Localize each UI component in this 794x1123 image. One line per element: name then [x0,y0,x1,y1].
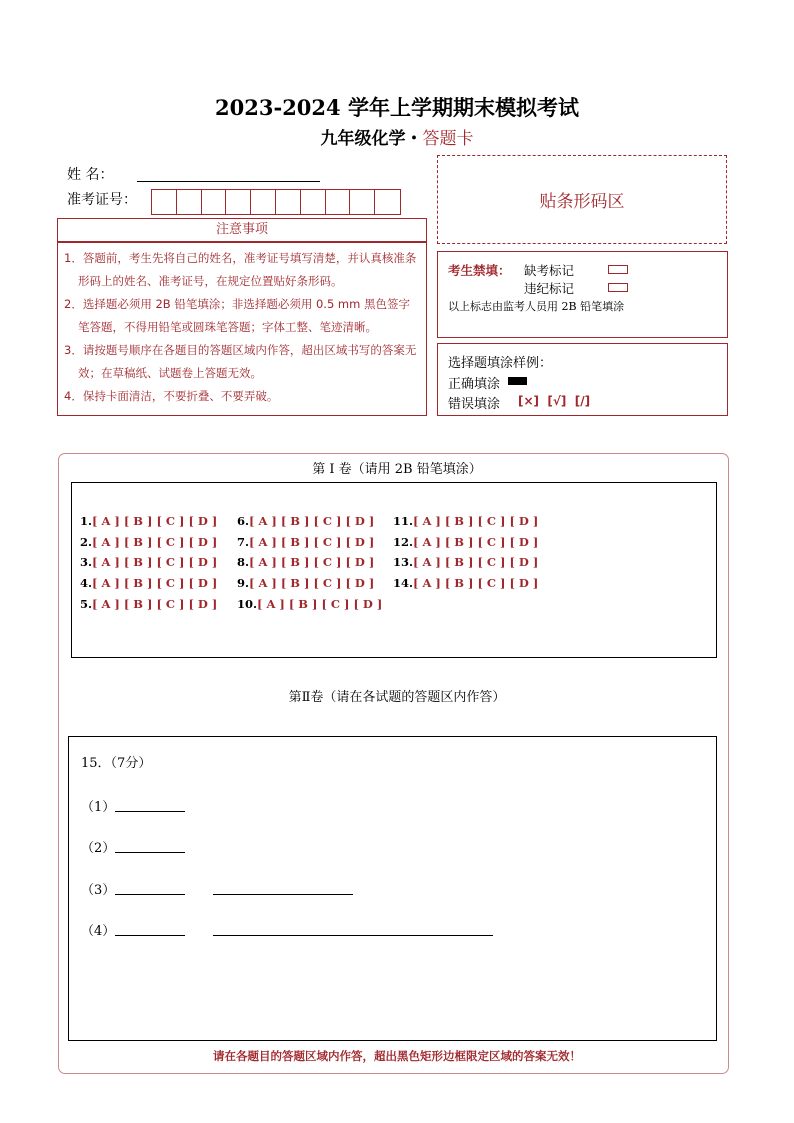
mc-options[interactable]: [ A ] [ B ] [ C ] [ D ] [413,576,539,590]
mc-question-1[interactable] [80,514,217,528]
q15-part-4-blank-b[interactable] [213,934,493,936]
mc-question-number: 5. [80,597,93,611]
q15-part-3-blank-b[interactable] [213,893,353,895]
mc-question-number: 10. [237,597,258,611]
exam-title: 2023-2024 学年上学期期末模拟考试 [215,95,579,120]
notice-heading: 注意事项 [57,218,427,242]
id-digit-box[interactable] [350,190,375,214]
mc-options[interactable]: [ A ] [ B ] [ C ] [ D ] [413,514,539,528]
barcode-label: 贴条形码区 [539,192,625,212]
wrong-label: 错误填涂 [448,397,501,412]
id-digit-box[interactable] [226,190,251,214]
section2-title: 第Ⅱ卷（请在各试题的答题区内作答） [288,690,506,705]
mc-options[interactable]: [ A ] [ B ] [ C ] [ D ] [257,597,383,611]
q15-part-1-label: （1） [81,800,116,815]
mc-question-number: 14. [393,576,414,590]
mc-options[interactable]: [ A ] [ B ] [ C ] [ D ] [92,597,218,611]
mc-options[interactable]: [ A ] [ B ] [ C ] [ D ] [413,535,539,549]
mc-options[interactable]: [ A ] [ B ] [ C ] [ D ] [249,535,375,549]
mc-question-9[interactable] [237,576,374,590]
notice-box [57,242,427,416]
q15-part-2-label: （2） [81,841,116,856]
id-digit-box[interactable] [202,190,227,214]
violation-mark-box[interactable] [608,283,628,292]
id-label: 准考证号： [67,192,137,208]
id-digit-box[interactable] [301,190,326,214]
mc-options[interactable]: [ A ] [ B ] [ C ] [ D ] [92,535,218,549]
mc-question-14[interactable] [393,576,538,590]
mc-question-number: 2. [80,535,93,549]
mc-question-number: 7. [237,535,250,549]
mc-question-4[interactable] [80,576,217,590]
mc-question-number: 3. [80,555,93,569]
q15-part-1-blank[interactable] [115,810,185,812]
id-digit-box[interactable] [375,190,400,214]
subtitle-subject: 九年级化学・ [320,129,423,149]
q15-part-3-label: （3） [81,883,116,898]
id-digit-box[interactable] [251,190,276,214]
mc-question-number: 11. [393,514,414,528]
mc-question-7[interactable] [237,535,374,549]
mc-question-8[interactable] [237,555,374,569]
mc-question-number: 4. [80,576,93,590]
mc-question-2[interactable] [80,535,217,549]
id-digit-box[interactable] [152,190,177,214]
mc-options[interactable]: [ A ] [ B ] [ C ] [ D ] [92,514,218,528]
multiple-choice-box [71,482,717,658]
exam-subtitle [0,124,794,149]
q15-part-4-label: （4） [81,924,116,939]
candidate-restricted-box [437,251,728,338]
name-field[interactable] [137,180,320,182]
mc-question-number: 1. [80,514,93,528]
q15-heading: 15．（7分） [81,756,152,771]
id-number-boxes[interactable] [151,189,401,215]
name-label: 姓 名： [67,167,114,183]
mc-options[interactable]: [ A ] [ B ] [ C ] [ D ] [92,576,218,590]
id-digit-box[interactable] [276,190,301,214]
q15-part-2-blank[interactable] [115,851,185,853]
mc-question-6[interactable] [237,514,374,528]
mc-question-10[interactable] [237,597,382,611]
id-digit-box[interactable] [177,190,202,214]
candidate-note: 以上标志由监考人员用 2B 铅笔填涂 [448,300,625,313]
notice-item: 1．答题前，考生先将自己的姓名，准考证号填写清楚，并认真核准条形码上的姓名、准考证号，在规定位置贴好条形码。 [64,251,417,288]
absent-mark-box[interactable] [608,265,628,274]
mc-question-11[interactable] [393,514,538,528]
q15-answer-box [68,736,717,1041]
mc-options[interactable]: [ A ] [ B ] [ C ] [ D ] [249,555,375,569]
notice-item: 2．选择题必须用 2B 铅笔填涂；非选择题必须用 0.5 mm 黑色签字笔答题，不得用铅笔或圆珠笔答题；字体工整、笔迹清晰。 [64,297,410,334]
subtitle-card: 答题卡 [422,129,474,149]
violation-label: 违纪标记 [524,281,575,296]
mc-question-12[interactable] [393,535,538,549]
notice-item: 4．保持卡面清洁，不要折叠、不要弄破。 [64,389,279,403]
mc-question-number: 9. [237,576,250,590]
mc-options[interactable]: [ A ] [ B ] [ C ] [ D ] [92,555,218,569]
mc-question-number: 13. [393,555,414,569]
example-heading: 选择题填涂样例： [448,356,553,371]
wrong-marks: [×] [√] [/] [518,394,591,408]
mc-options[interactable]: [ A ] [ B ] [ C ] [ D ] [413,555,539,569]
section1-title: 第 I 卷（请用 2B 铅笔填涂） [312,462,482,477]
mc-options[interactable]: [ A ] [ B ] [ C ] [ D ] [249,576,375,590]
correct-label: 正确填涂 [448,377,501,392]
mc-question-number: 6. [237,514,250,528]
mc-question-13[interactable] [393,555,538,569]
barcode-area [437,155,727,244]
id-digit-box[interactable] [326,190,351,214]
mc-options[interactable]: [ A ] [ B ] [ C ] [ D ] [249,514,375,528]
q15-part-3-blank-a[interactable] [115,893,185,895]
mc-question-3[interactable] [80,555,217,569]
correct-fill-mark [508,377,527,385]
absent-label: 缺考标记 [524,263,575,278]
notice-item: 3．请按题号顺序在各题目的答题区域内作答，超出区域书写的答案无效；在草稿纸、试题卷上答题无效。 [64,343,417,380]
mc-question-number: 12. [393,535,414,549]
footer-warning: 请在各题目的答题区域内作答，超出黑色矩形边框限定区域的答案无效！ [213,1049,581,1063]
mc-question-5[interactable] [80,597,217,611]
candidate-label: 考生禁填： [448,263,511,278]
mc-question-number: 8. [237,555,250,569]
fill-example-box [437,343,728,416]
q15-part-4-blank-a[interactable] [115,934,185,936]
